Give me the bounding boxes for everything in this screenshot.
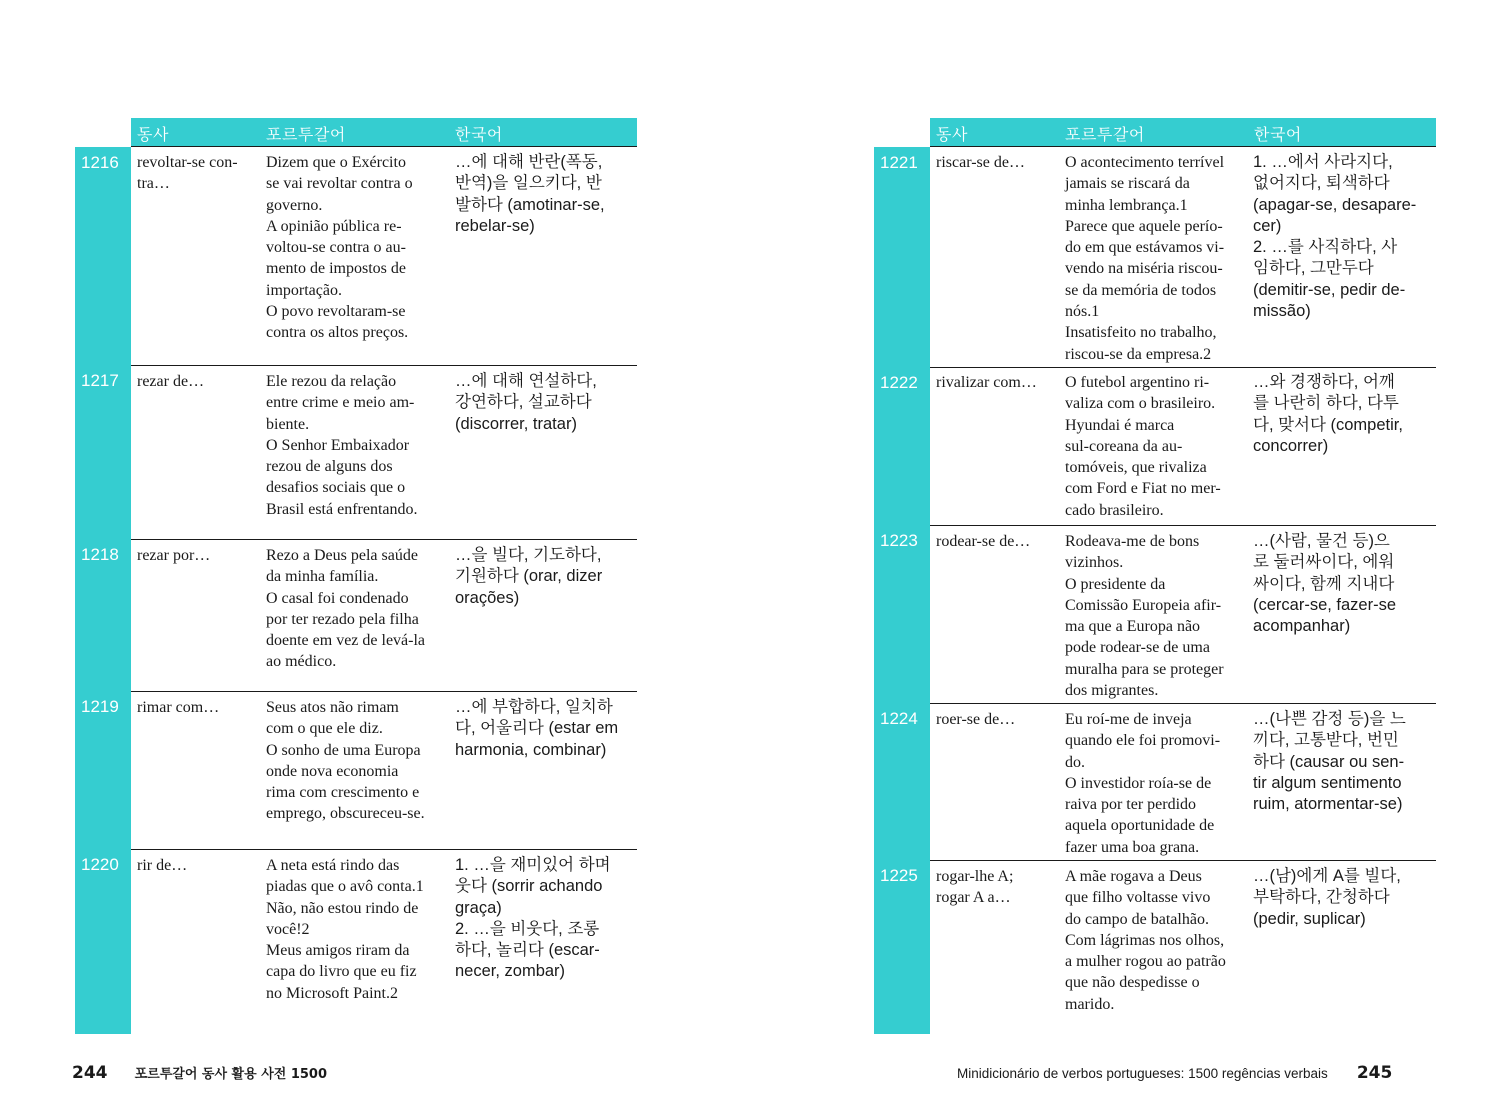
entry-verb: rimar com… <box>137 699 220 716</box>
entry-verb: rezar por… <box>137 547 211 564</box>
entry-verb: rivalizar com… <box>936 374 1037 391</box>
entry-number: 1225 <box>874 860 930 1034</box>
header-portuguese: 포르투갈어 <box>266 125 346 144</box>
entry-example: Ele rezou da relação entre crime e meio am- biente. O Senhor Embaixador rezou de alguns dos desafios sociais que o Brasil está enfrentando. <box>266 373 418 518</box>
book-title-portuguese: Minidicionário de verbos portugueses: 1500 regências verbais <box>957 1066 1328 1081</box>
header-portuguese: 포르투갈어 <box>1065 125 1145 144</box>
footer-left <box>72 1063 327 1083</box>
header-verb: 동사 <box>936 125 968 144</box>
entry-korean: …에 대해 반란(폭동, 반역)을 일으키다, 반 발하다 (amotinar-se, rebelar-se) <box>455 153 605 235</box>
entry-number: 1222 <box>874 367 930 525</box>
book-title-korean: 포르투갈어 동사 활용 사전 1500 <box>134 1067 328 1082</box>
entry-verb: roer-se de… <box>936 711 1016 728</box>
entry-number: 1223 <box>874 525 930 703</box>
entry-example: A mãe rogava a Deus que filho voltasse vivo do campo de batalhão. Com lágrimas nos olhos, a mulher rogou ao patrão que não despedisse o marido. <box>1065 868 1226 1013</box>
row-divider <box>930 367 1436 368</box>
row-divider <box>930 525 1436 526</box>
row-divider <box>131 539 637 540</box>
entry-example: Rezo a Deus pela saúde da minha família. O casal foi condenado por ter rezado pela filha doente em vez de levá-la ao médico. <box>266 547 426 671</box>
entry-verb: riscar-se de… <box>936 154 1025 171</box>
entry-korean: 1. …에서 사라지다, 없어지다, 퇴색하다 (apagar-se, desapare- cer) 2. …를 사직하다, 사 임하다, 그만두다 (demitir-se, pedir de- missão) <box>1253 153 1417 321</box>
entry-korean: …와 경쟁하다, 어깨 를 나란히 하다, 다투 다, 맞서다 (competir, concorrer) <box>1253 373 1403 455</box>
row-divider <box>131 849 637 850</box>
entry-korean: …(사람, 물건 등)으 로 둘러싸이다, 에워 싸이다, 함께 지내다 (cercar-se, fazer-se acompanhar) <box>1253 532 1397 636</box>
entry-korean: …(나쁜 감정 등)을 느 끼다, 고통받다, 번민 하다 (causar ou sen- tir algum sentimento ruim, atormentar-se) <box>1253 710 1406 814</box>
page-number-right: 245 <box>1356 1063 1393 1083</box>
entry-korean: 1. …을 재미있어 하며 웃다 (sorrir achando graça) 2. …을 비웃다, 조롱 하다, 놀리다 (escar- necer, zombar) <box>455 856 611 981</box>
entry-verb: rodear-se de… <box>936 533 1031 550</box>
entry-example: Dizem que o Exército se vai revoltar contra o governo. A opinião pública re- voltou-se contra o au- mento de impostos de importação. O povo revoltaram-se contra os altos preços. <box>266 154 413 342</box>
entry-example: Eu roí-me de inveja quando ele foi promovi- do. O investidor roía-se de raiva por ter perdido aquela oportunidade de fazer uma boa grana. <box>1065 711 1221 856</box>
row-divider <box>930 703 1436 704</box>
table-header <box>930 118 1436 147</box>
row-divider <box>131 691 637 692</box>
entry-verb: revoltar-se con- tra… <box>137 154 238 193</box>
table-header <box>131 118 637 147</box>
header-verb: 동사 <box>137 125 169 144</box>
entry-number: 1216 <box>75 147 131 365</box>
row-divider <box>930 860 1436 861</box>
entry-example: O acontecimento terrível jamais se riscará da minha lembrança.1 Parece que aquele perío- do em que estávamos vi- vendo na miséria riscou- se da memória de todos nós.1 Insatisfeito no trabalho, riscou-se da empresa.2 <box>1065 154 1225 363</box>
entry-example: Rodeava-me de bons vizinhos. O presidente da Comissão Europeia afir- ma que a Europa não pode rodear-se de uma muralha para se proteger dos migrantes. <box>1065 533 1224 700</box>
footer-right <box>957 1063 1392 1083</box>
header-korean: 한국어 <box>1254 125 1302 144</box>
row-divider <box>131 365 637 366</box>
entry-number: 1218 <box>75 539 131 691</box>
entry-number: 1217 <box>75 365 131 539</box>
entry-korean: …을 빌다, 기도하다, 기원하다 (orar, dizer orações) <box>455 546 603 607</box>
entry-example: Seus atos não rimam com o que ele diz. O sonho de uma Europa onde nova economia rima com crescimento e emprego, obscureceu-se. <box>266 699 425 823</box>
entry-korean: …에 대해 연설하다, 강연하다, 설교하다 (discorrer, tratar) <box>455 372 597 433</box>
entry-korean: …에 부합하다, 일치하 다, 어울리다 (estar em harmonia, combinar) <box>455 698 619 759</box>
entry-verb: rogar-lhe A; rogar A a… <box>936 868 1014 907</box>
entry-verb: rir de… <box>137 857 188 874</box>
entry-korean: …(남)에게 A를 빌다, 부탁하다, 간청하다 (pedir, suplicar) <box>1253 867 1401 928</box>
page-number-left: 244 <box>72 1063 108 1083</box>
entry-example: A neta está rindo das piadas que o avô conta.1 Não, não estou rindo de você!2 Meus amigos riram da capa do livro que eu fiz no Microsoft Paint.2 <box>266 857 424 1002</box>
entry-number: 1219 <box>75 691 131 849</box>
header-korean: 한국어 <box>455 125 503 144</box>
entry-example: O futebol argentino ri- valiza com o brasileiro. Hyundai é marca sul-coreana da au- tomóveis, que rivaliza com Ford e Fiat no mer- cado brasileiro. <box>1065 374 1221 519</box>
entry-number: 1221 <box>874 147 930 367</box>
entry-number: 1224 <box>874 703 930 860</box>
entry-number: 1220 <box>75 849 131 1034</box>
entry-verb: rezar de… <box>137 373 205 390</box>
